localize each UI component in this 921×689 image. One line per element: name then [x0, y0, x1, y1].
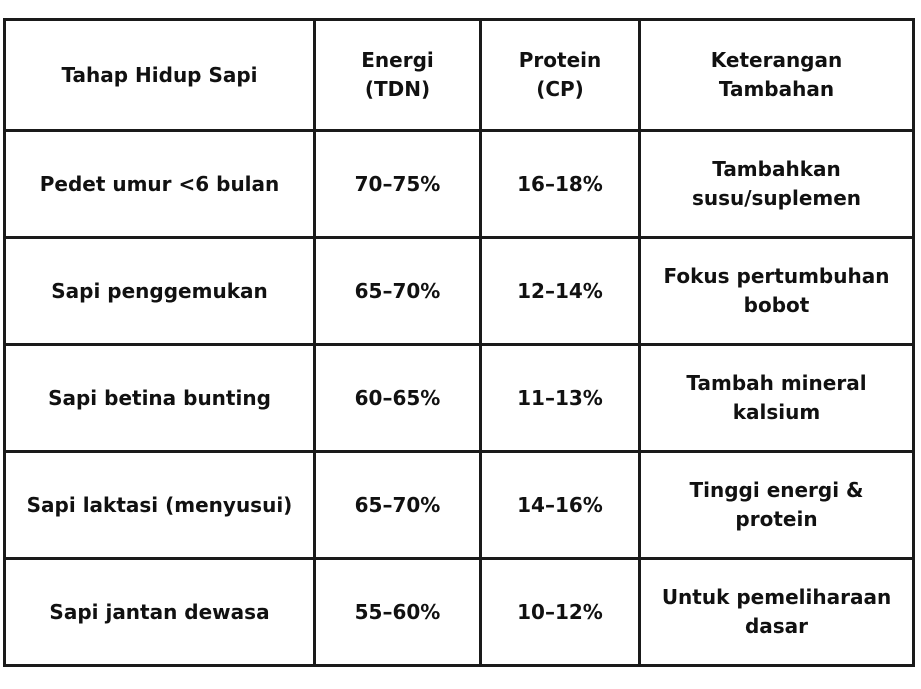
cell-life-stage: Sapi betina bunting	[5, 345, 315, 452]
table-row	[5, 452, 914, 559]
cell-notes: Tambah mineral kalsium	[640, 345, 914, 452]
cell-notes: Fokus pertumbuhan bobot	[640, 238, 914, 345]
header-life-stage: Tahap Hidup Sapi	[5, 20, 315, 131]
cell-energy: 60–65%	[315, 345, 481, 452]
table-row	[5, 345, 914, 452]
cell-protein: 11–13%	[481, 345, 640, 452]
cell-protein: 10–12%	[481, 559, 640, 666]
table-row	[5, 238, 914, 345]
cell-life-stage: Sapi laktasi (menyusui)	[5, 452, 315, 559]
header-notes: Keterangan Tambahan	[640, 20, 914, 131]
nutrition-table	[3, 18, 915, 667]
cell-energy: 55–60%	[315, 559, 481, 666]
cell-energy: 65–70%	[315, 452, 481, 559]
table-row	[5, 559, 914, 666]
cell-energy: 65–70%	[315, 238, 481, 345]
cell-energy: 70–75%	[315, 131, 481, 238]
header-protein: Protein (CP)	[481, 20, 640, 131]
table-row	[5, 131, 914, 238]
cell-notes: Untuk pemeliharaan dasar	[640, 559, 914, 666]
cell-protein: 12–14%	[481, 238, 640, 345]
table-header-row	[5, 20, 914, 131]
cell-notes: Tambahkan susu/suplemen	[640, 131, 914, 238]
cell-life-stage: Sapi jantan dewasa	[5, 559, 315, 666]
cell-life-stage: Sapi penggemukan	[5, 238, 315, 345]
cell-protein: 14–16%	[481, 452, 640, 559]
header-energy: Energi (TDN)	[315, 20, 481, 131]
cell-life-stage: Pedet umur <6 bulan	[5, 131, 315, 238]
cell-notes: Tinggi energi & protein	[640, 452, 914, 559]
cell-protein: 16–18%	[481, 131, 640, 238]
